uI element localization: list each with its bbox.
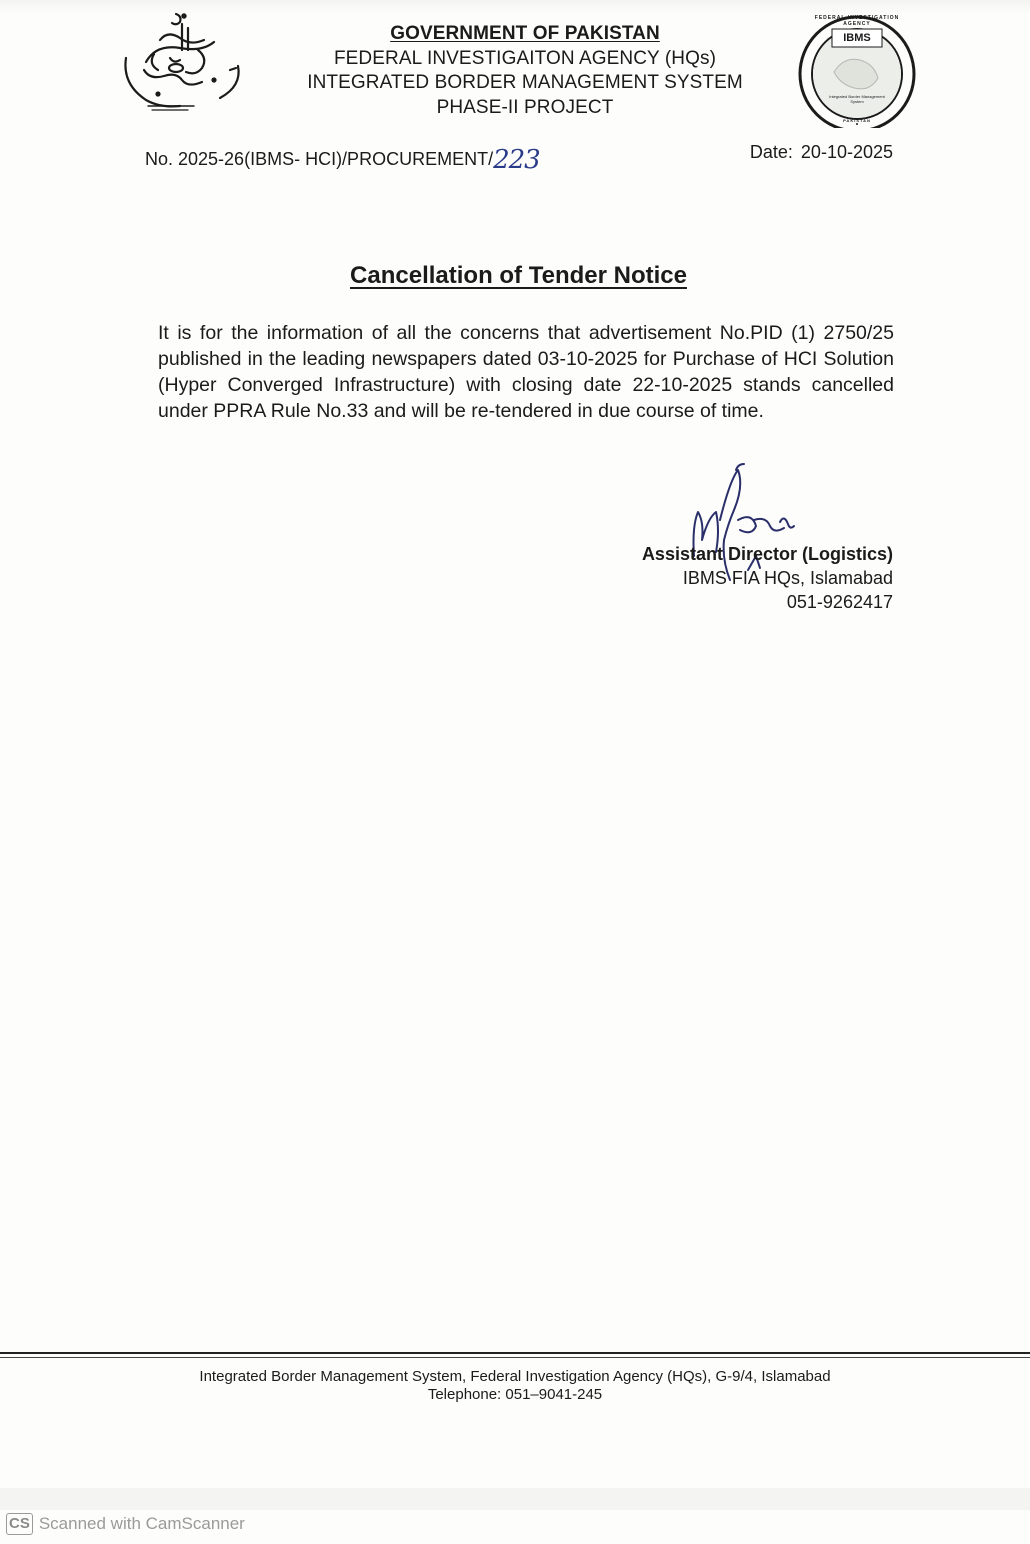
signatory-office: IBMS FIA HQs, Islamabad bbox=[682, 568, 893, 588]
signatory-role: Assistant Director (Logistics) bbox=[641, 544, 893, 564]
camscanner-logo-icon: CS bbox=[6, 1513, 33, 1535]
camscanner-watermark bbox=[6, 1512, 245, 1536]
signatory-block bbox=[600, 542, 893, 614]
notice-body: It is for the information of all the concerns that advertisement No.PID (1) 2750/25 published in the leading newspapers dated 03-10-2025 for Purchase of HCI Solution (Hyper Converged Infrastructure) with closing date 22-10-2025 stands cancelled under PPRA Rule No.33 and will be re-tendered in due course of time. bbox=[158, 322, 894, 422]
reference-number-handwritten: 223 bbox=[493, 145, 540, 175]
letterhead bbox=[295, 22, 755, 120]
reference-number bbox=[145, 142, 540, 175]
notice-title bbox=[0, 262, 1030, 290]
ibms-seal-ring-text: FEDERAL INVESTIGATION AGENCY bbox=[814, 15, 900, 27]
notice-title-text: Cancellation of Tender Notice bbox=[350, 262, 687, 289]
footer bbox=[0, 1368, 1030, 1404]
reference-row bbox=[145, 140, 893, 175]
footer-divider-thin bbox=[0, 1357, 1030, 1358]
header-agency: FEDERAL INVESTIGAITON AGENCY (HQs) bbox=[333, 47, 717, 69]
scan-shadow-bottom bbox=[0, 1488, 1030, 1510]
ibms-seal-label: IBMS bbox=[843, 32, 871, 44]
reference-number-prefix: No. 2025-26(IBMS- HCI)/PROCUREMENT/ bbox=[145, 149, 494, 169]
document-date bbox=[750, 142, 893, 163]
ibms-seal bbox=[794, 12, 920, 128]
header-project: PHASE-II PROJECT bbox=[436, 96, 614, 118]
camscanner-text: Scanned with CamScanner bbox=[38, 1514, 245, 1533]
footer-divider-thick bbox=[0, 1352, 1030, 1354]
footer-telephone: Telephone: 051–9041-245 bbox=[427, 1386, 603, 1403]
fia-calligraphy-emblem bbox=[118, 10, 248, 116]
header-system: INTEGRATED BORDER MANAGEMENT SYSTEM bbox=[307, 72, 743, 93]
footer-address: Integrated Border Management System, Federal Investigation Agency (HQs), G-9/4, Islamabad bbox=[199, 1368, 831, 1385]
date-value: 20-10-2025 bbox=[800, 142, 893, 162]
ibms-seal-inner-text: Integrated Border Management System bbox=[829, 94, 885, 104]
ibms-seal-bottom-text: PAKISTAN bbox=[843, 118, 871, 123]
header-government: GOVERNMENT OF PAKISTAN bbox=[390, 23, 660, 44]
date-label: Date: bbox=[749, 142, 793, 162]
signatory-phone: 051-9262417 bbox=[786, 592, 893, 612]
